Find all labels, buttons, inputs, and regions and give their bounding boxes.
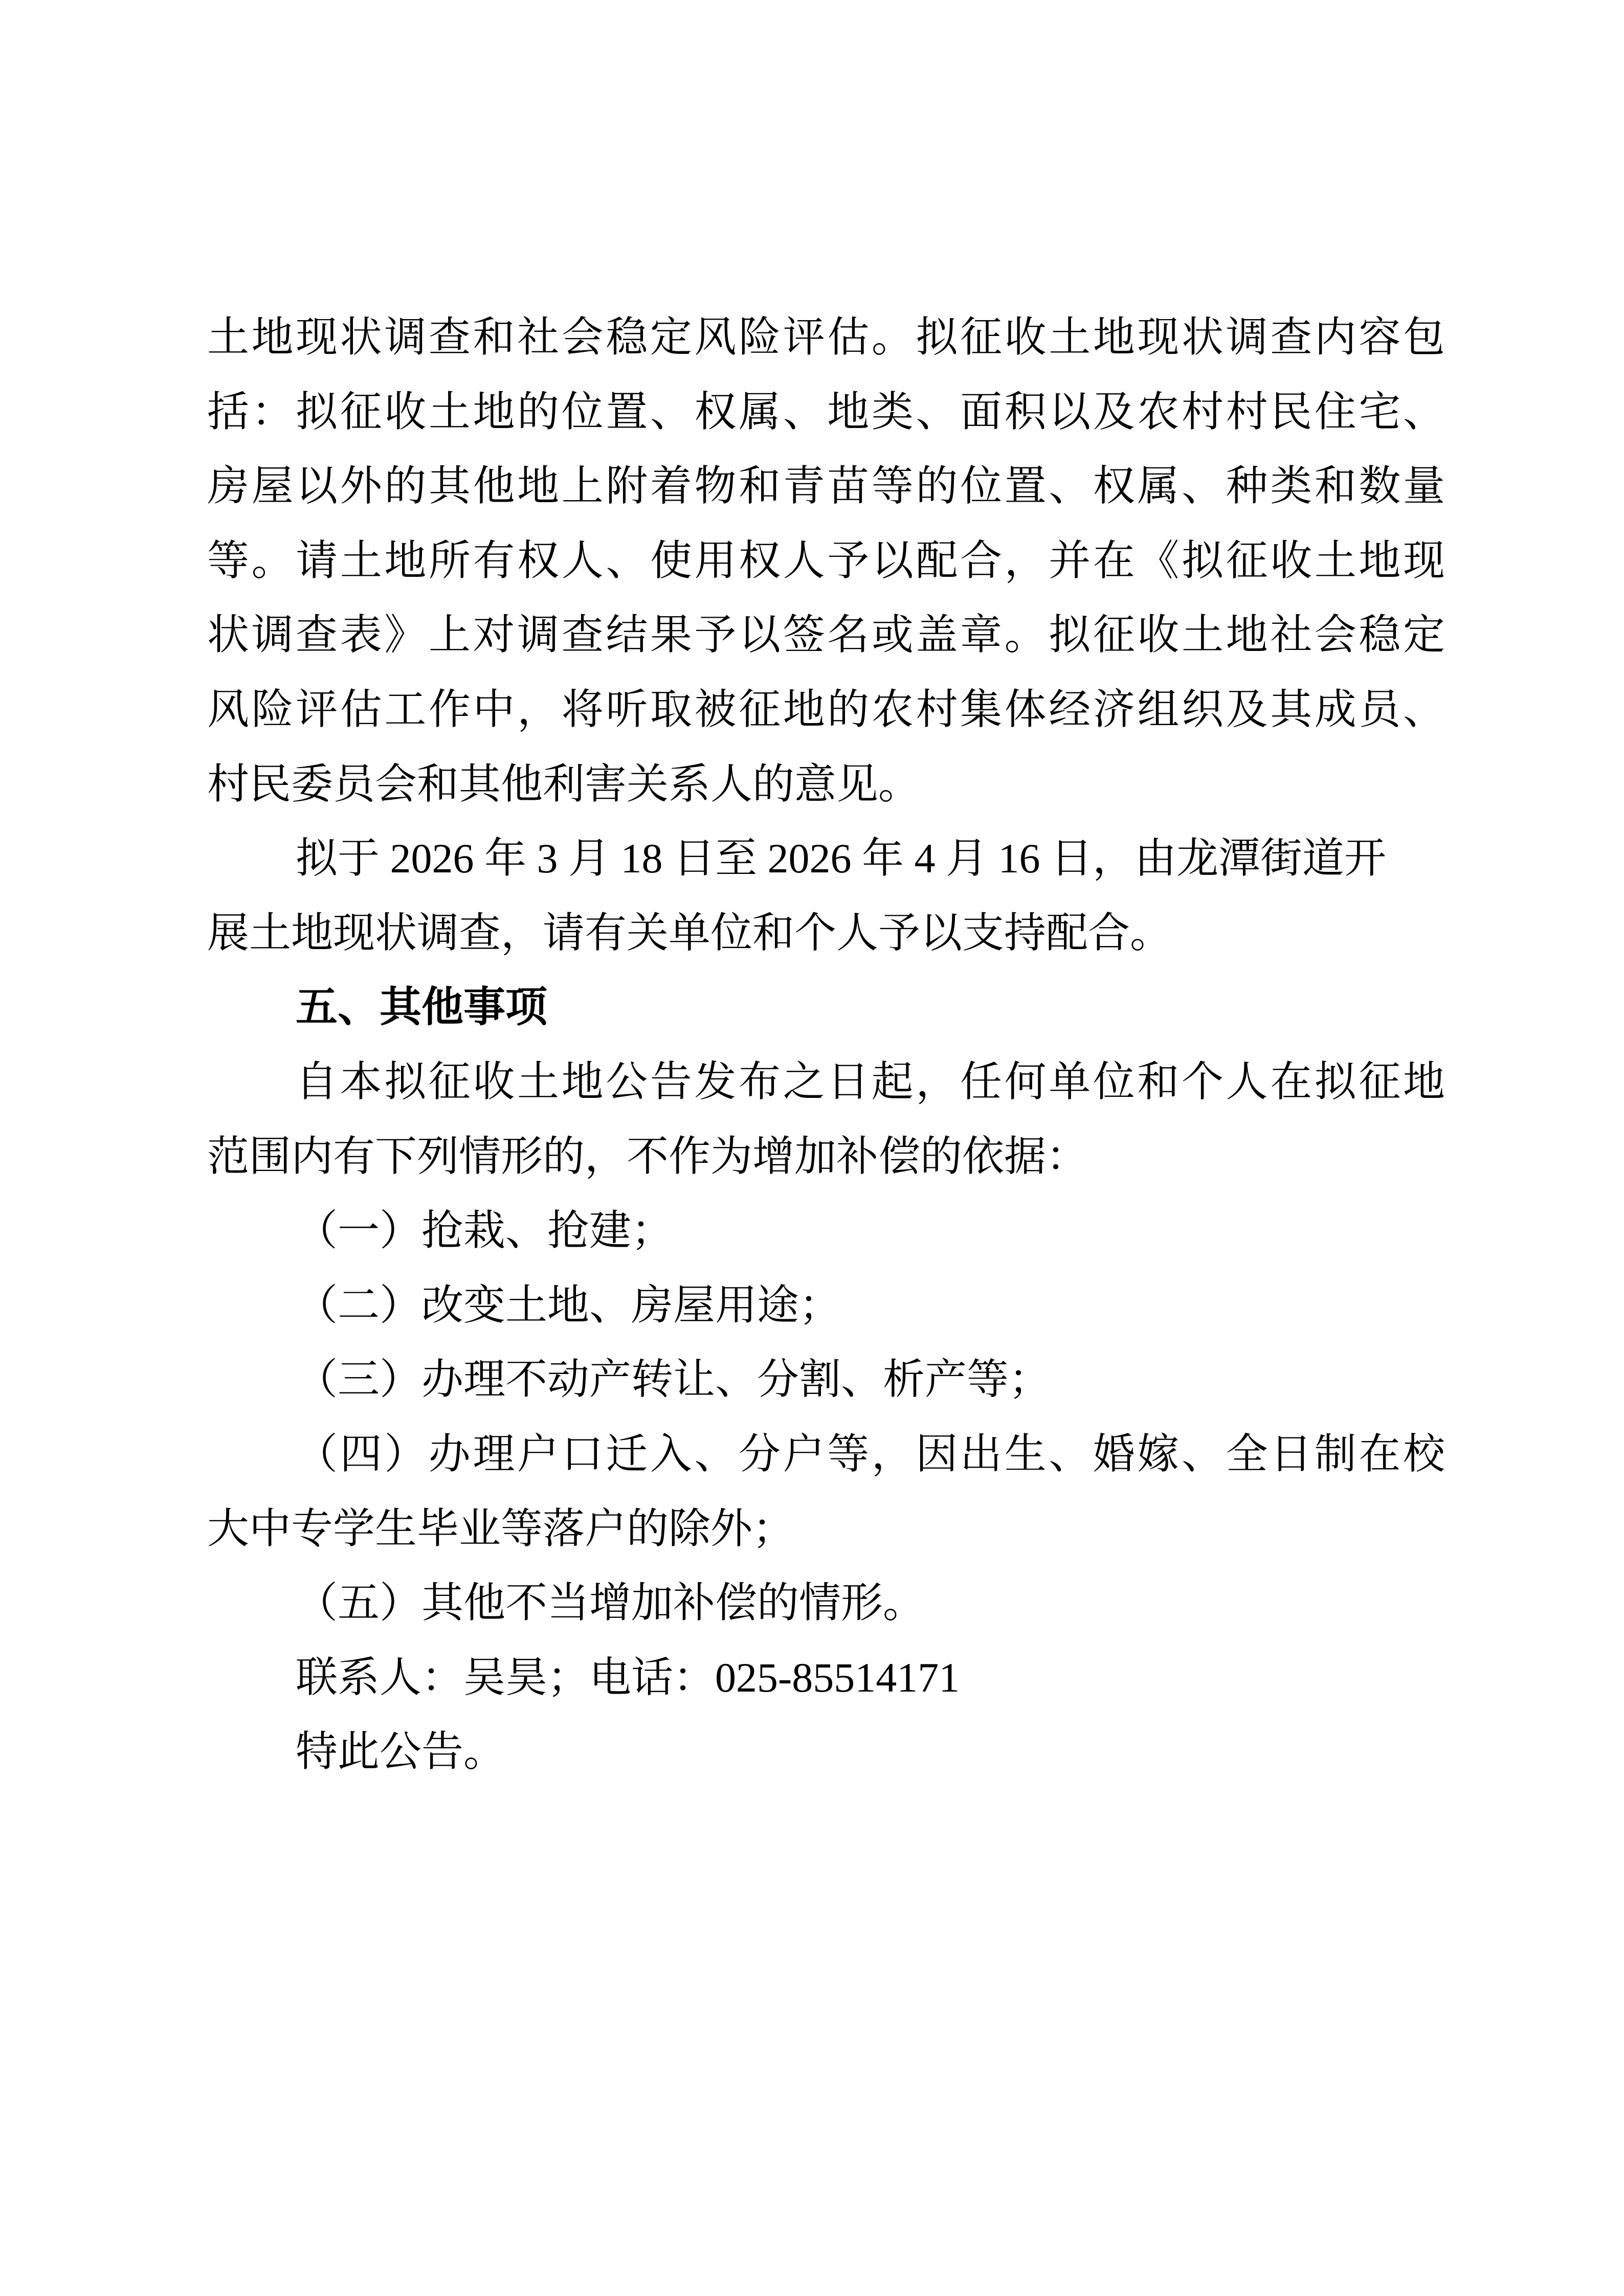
text-line-4: 等。请土地所有权人、使用权人予以配合，并在《拟征收土地现 — [207, 537, 1445, 584]
notice-text-block — [207, 300, 1445, 1789]
text-line-2: 括：拟征收土地的位置、权属、地类、面积以及农村村民住宅、 — [207, 388, 1445, 435]
section-heading: 五、其他事项 — [296, 984, 548, 1031]
text-line-1: 土地现状调查和社会稳定风险评估。拟征收土地现状调查内容包 — [207, 314, 1445, 361]
contact-line: 联系人：吴昊；电话：025-85514171 — [296, 1654, 960, 1701]
text-line-9: 展土地现状调查，请有关单位和个人予以支持配合。 — [207, 909, 1172, 956]
text-line-6: 风险评估工作中，将听取被征地的农村集体经济组织及其成员、 — [207, 686, 1445, 733]
text-line-3: 房屋以外的其他地上附着物和青苗等的位置、权属、种类和数量 — [207, 463, 1445, 510]
text-line-8-survey-date: 拟于 2026 年 3 月 18 日至 2026 年 4 月 16 日，由龙潭街道开 — [296, 835, 1387, 882]
list-item-2: （二）改变土地、房屋用途； — [296, 1281, 841, 1329]
list-item-4-continued: 大中专学生毕业等落户的除外； — [207, 1505, 795, 1552]
list-item-5: （五）其他不当增加补偿的情形。 — [296, 1580, 925, 1627]
text-line-5: 状调查表》上对调查结果予以签名或盖章。拟征收土地社会稳定 — [207, 612, 1445, 659]
list-item-3: （三）办理不动产转让、分割、析产等； — [296, 1356, 1051, 1403]
list-item-4: （四）办理户口迁入、分户等，因出生、婚嫁、全日制在校 — [296, 1430, 1445, 1477]
text-line-12: 范围内有下列情形的，不作为增加补偿的依据： — [207, 1133, 1088, 1180]
list-item-1: （一）抢栽、抢建； — [296, 1207, 674, 1254]
closing-line: 特此公告。 — [296, 1728, 506, 1775]
text-line-11: 自本拟征收土地公告发布之日起，任何单位和个人在拟征地 — [296, 1058, 1445, 1105]
text-line-7: 村民委员会和其他利害关系人的意见。 — [207, 760, 921, 807]
